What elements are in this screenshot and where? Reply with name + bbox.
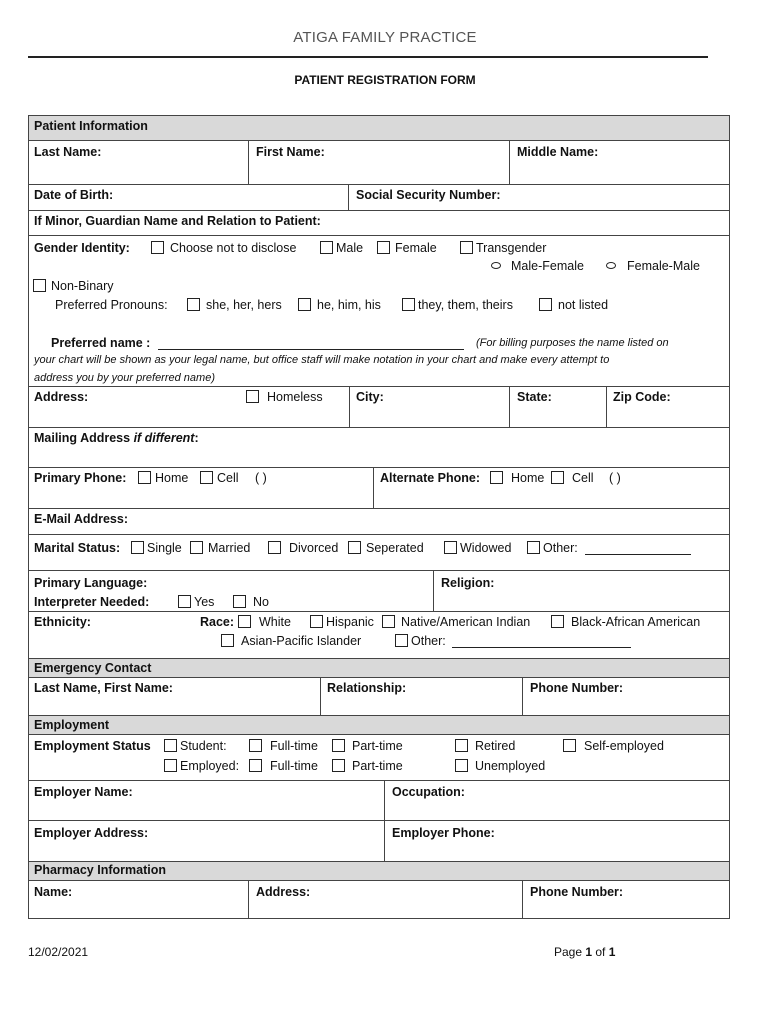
unemployed-label: Unemployed [475,759,546,773]
row-divider [28,508,730,509]
row-divider [28,386,730,387]
student-full-time-label: Full-time [270,739,318,753]
interpreter-yes-label: Yes [194,595,215,609]
female-male-radio[interactable] [606,262,616,269]
employer-name-label: Employer Name: [34,785,133,799]
self-employed-label: Self-employed [584,739,664,753]
pharmacy-address-label: Address: [256,885,311,899]
male-label: Male [336,241,364,255]
divorced-checkbox[interactable] [268,541,281,554]
non-binary-label: Non-Binary [51,279,114,293]
col-divider [509,386,510,427]
ethnicity-label: Ethnicity: [34,615,91,629]
primary-home-checkbox[interactable] [138,471,151,484]
not-listed-checkbox[interactable] [539,298,552,311]
interpreter-no-label: No [253,595,269,609]
unemployed-checkbox[interactable] [455,759,468,772]
alternate-phone-label: Alternate Phone: [380,471,481,485]
transgender-checkbox[interactable] [460,241,473,254]
col-divider [509,140,510,184]
row-divider [28,467,730,468]
asian-label: Asian-Pacific Islander [241,634,362,648]
preferred-name-note-1: (For billing purposes the name listed on [476,337,669,349]
row-divider [28,534,730,535]
employed-label: Employed: [180,759,240,773]
white-checkbox[interactable] [238,615,251,628]
interpreter-no-checkbox[interactable] [233,595,246,608]
preferred-name-input[interactable] [158,349,464,350]
col-divider [248,880,249,919]
emergency-name-label: Last Name, First Name: [34,681,173,695]
black-checkbox[interactable] [551,615,564,628]
col-divider [373,467,374,508]
marital-other-input[interactable] [585,554,691,555]
he-checkbox[interactable] [298,298,311,311]
preferred-name-note-3: address you by your preferred name) [34,372,215,384]
guardian-label: If Minor, Guardian Name and Relation to Patient: [34,214,321,228]
native-label: Native/American Indian [401,615,531,629]
she-label: she, her, hers [206,298,282,312]
gender-identity-label: Gender Identity: [34,241,130,255]
marital-status-label: Marital Status: [34,541,121,555]
row-divider [28,611,730,612]
mailing-address-label: Mailing Address if different: [34,431,199,445]
retired-label: Retired [475,739,516,753]
employed-part-time-label: Part-time [352,759,403,773]
choose-not-checkbox[interactable] [151,241,164,254]
self-employed-checkbox[interactable] [563,739,576,752]
female-checkbox[interactable] [377,241,390,254]
primary-home-label: Home [155,471,189,485]
row-divider [28,184,730,185]
alternate-area-code[interactable]: ( ) [609,471,621,485]
marital-other-checkbox[interactable] [527,541,540,554]
pronouns-label: Preferred Pronouns: [55,298,168,312]
male-female-label: Male-Female [511,259,584,273]
col-divider [606,386,607,427]
marital-other-label: Other: [543,541,578,555]
emergency-heading: Emergency Contact [34,661,152,675]
single-label: Single [147,541,182,555]
row-divider [28,820,730,821]
email-label: E-Mail Address: [34,512,129,526]
employed-part-time-checkbox[interactable] [332,759,345,772]
choose-not-label: Choose not to disclose [170,241,297,255]
row-divider [28,570,730,571]
patient-info-heading: Patient Information [34,119,148,133]
hispanic-checkbox[interactable] [310,615,323,628]
interpreter-label: Interpreter Needed: [34,595,150,609]
emergency-phone-label: Phone Number: [530,681,624,695]
homeless-checkbox[interactable] [246,390,259,403]
pharmacy-phone-label: Phone Number: [530,885,624,899]
middle-name-label: Middle Name: [517,145,599,159]
row-divider [28,427,730,428]
hispanic-label: Hispanic [326,615,374,629]
asian-checkbox[interactable] [221,634,234,647]
single-checkbox[interactable] [131,541,144,554]
employer-phone-label: Employer Phone: [392,826,495,840]
female-label: Female [395,241,437,255]
he-label: he, him, his [317,298,381,312]
dob-label: Date of Birth: [34,188,114,202]
row-divider [28,140,730,141]
col-divider [248,140,249,184]
alternate-home-label: Home [511,471,545,485]
alternate-cell-checkbox[interactable] [551,471,564,484]
male-female-radio[interactable] [491,262,501,269]
row-divider [28,734,730,735]
primary-area-code[interactable]: ( ) [255,471,267,485]
row-divider [28,880,730,881]
relationship-label: Relationship: [327,681,407,695]
retired-checkbox[interactable] [455,739,468,752]
seperated-checkbox[interactable] [348,541,361,554]
they-label: they, them, theirs [418,298,513,312]
practice-name: ATIGA FAMILY PRACTICE [293,29,477,46]
col-divider [433,570,434,611]
divorced-label: Divorced [289,541,339,555]
occupation-label: Occupation: [392,785,465,799]
ethnicity-other-checkbox[interactable] [395,634,408,647]
footer-page-number: Page 1 of 1 [554,945,616,959]
married-label: Married [208,541,251,555]
non-binary-checkbox[interactable] [33,279,46,292]
married-checkbox[interactable] [190,541,203,554]
pharmacy-heading: Pharmacy Information [34,863,166,877]
white-label: White [259,615,291,629]
primary-language-label: Primary Language: [34,576,148,590]
interpreter-yes-checkbox[interactable] [178,595,191,608]
employed-checkbox[interactable] [164,759,177,772]
ethnicity-other-label: Other: [411,634,446,648]
first-name-label: First Name: [256,145,325,159]
row-divider [28,658,730,659]
employed-full-time-label: Full-time [270,759,318,773]
pharmacy-name-label: Name: [34,885,73,899]
city-label: City: [356,390,384,404]
form-title: PATIENT REGISTRATION FORM [294,73,476,87]
black-label: Black-African American [571,615,701,629]
transgender-label: Transgender [476,241,547,255]
footer-date: 12/02/2021 [28,945,89,959]
widowed-label: Widowed [460,541,512,555]
native-checkbox[interactable] [382,615,395,628]
preferred-name-label: Preferred name : [51,336,151,350]
preferred-name-note-2: your chart will be shown as your legal name, but office staff will make notation in your chart and make every attempt to [34,354,610,366]
col-divider [320,677,321,715]
primary-cell-label: Cell [217,471,239,485]
row-divider [28,780,730,781]
primary-cell-checkbox[interactable] [200,471,213,484]
zip-label: Zip Code: [613,390,671,404]
col-divider [522,677,523,715]
last-name-label: Last Name: [34,145,102,159]
student-part-time-checkbox[interactable] [332,739,345,752]
row-divider [28,677,730,678]
homeless-label: Homeless [267,390,323,404]
employment-status-label: Employment Status [34,739,151,753]
primary-phone-label: Primary Phone: [34,471,127,485]
student-full-time-checkbox[interactable] [249,739,262,752]
widowed-checkbox[interactable] [444,541,457,554]
address-label: Address: [34,390,89,404]
alternate-home-checkbox[interactable] [490,471,503,484]
ssn-label: Social Security Number: [356,188,501,202]
ethnicity-other-input[interactable] [452,647,631,648]
employment-heading: Employment [34,718,110,732]
alternate-cell-label: Cell [572,471,594,485]
row-divider [28,210,730,211]
col-divider [349,386,350,427]
col-divider [522,880,523,919]
student-part-time-label: Part-time [352,739,403,753]
student-label: Student: [180,739,227,753]
not-listed-label: not listed [558,298,609,312]
religion-label: Religion: [441,576,495,590]
row-divider [28,235,730,236]
header-divider [28,56,708,58]
employer-address-label: Employer Address: [34,826,149,840]
they-checkbox[interactable] [402,298,415,311]
col-divider [348,184,349,210]
col-divider [384,780,385,861]
race-label: Race: [200,615,235,629]
she-checkbox[interactable] [187,298,200,311]
student-checkbox[interactable] [164,739,177,752]
male-checkbox[interactable] [320,241,333,254]
row-divider [28,715,730,716]
employed-full-time-checkbox[interactable] [249,759,262,772]
seperated-label: Seperated [366,541,424,555]
state-label: State: [517,390,552,404]
female-male-label: Female-Male [627,259,700,273]
